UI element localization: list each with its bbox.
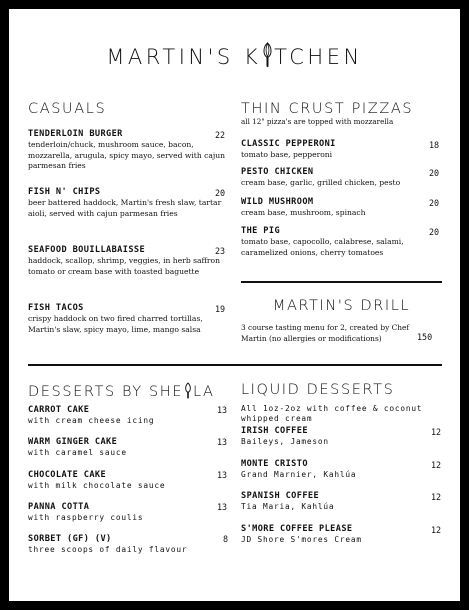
item-description: haddock, scallop, shrimp, veggies, in herb saffron tomato or cream base with toasted baguette <box>28 256 221 276</box>
drill-description: 3 course tasting menu for 2, created by Chef Martin (no allergies or modifications) <box>241 323 410 343</box>
item-description: crispy haddock on two fired charred tortillas, Martin's slaw, spicy mayo, lime, mango salsa <box>28 314 203 334</box>
menu-item-the-pig <box>241 226 429 258</box>
item-price: 20 <box>215 188 226 198</box>
item-price: 23 <box>215 246 226 256</box>
menu-item-panna-cotta <box>28 502 228 523</box>
casuals-heading: CASUALS <box>28 101 107 117</box>
liquid-desserts-heading: LIQUID DESSERTS <box>241 382 395 398</box>
item-description: with cream cheese icing <box>28 416 155 425</box>
menu-item-irish-coffee <box>241 426 431 447</box>
item-name: CARROT CAKE <box>28 405 90 415</box>
menu-item-fish-tacos <box>28 303 228 335</box>
item-price: 13 <box>217 405 228 415</box>
item-description: three scoops of daily flavour <box>28 545 188 554</box>
item-name: PESTO CHICKEN <box>241 167 314 177</box>
item-description: Grand Marnier, Kahlúa <box>241 470 357 479</box>
item-description: with milk chocolate sauce <box>28 481 166 490</box>
menu-item-sorbet <box>28 534 238 555</box>
section-divider <box>28 364 442 366</box>
item-name: SEAFOOD BOUILLABAISSE <box>28 245 146 255</box>
item-name: S'MORE COFFEE PLEASE <box>241 524 353 534</box>
item-description: JD Shore S'mores Cream <box>241 535 362 544</box>
desserts-heading <box>28 382 215 403</box>
restaurant-title <box>9 42 460 73</box>
drill-price: 150 <box>417 332 433 342</box>
menu-item-fish-n-chips <box>28 187 228 219</box>
menu-item-tenderloin-burger <box>28 129 228 172</box>
item-name: SORBET (GF) (V) <box>28 534 112 544</box>
item-description: tomato base, pepperoni <box>241 150 333 159</box>
item-name: CLASSIC PEPPERONI <box>241 139 336 149</box>
item-description: Baileys, Jameson <box>241 437 329 446</box>
item-price: 12 <box>431 427 442 437</box>
menu-item-classic-pepperoni <box>241 139 431 161</box>
item-price: 18 <box>429 140 440 150</box>
item-name: WARM GINGER CAKE <box>28 437 118 447</box>
item-description: cream base, mushroom, spinach <box>241 208 366 217</box>
divider-line <box>241 281 442 283</box>
item-name: CHOCOLATE CAKE <box>28 470 107 480</box>
item-description: tomato base, capocollo, calabrese, salami, caramelized onions, cherry tomatoes <box>241 237 404 257</box>
item-name: SPANISH COFFEE <box>241 491 320 501</box>
pizzas-subtitle: all 12" pizza's are topped with mozzarella <box>241 117 394 126</box>
item-price: 22 <box>215 130 226 140</box>
pizzas-heading: THIN CRUST PIZZAS <box>241 101 414 117</box>
liquid-desserts-subtitle: All 1oz-2oz with coffee & coconut whipped cream <box>241 404 423 423</box>
menu-item-warm-ginger-cake <box>28 437 228 458</box>
item-price: 13 <box>217 470 228 480</box>
item-price: 20 <box>429 198 440 208</box>
item-price: 12 <box>431 525 442 535</box>
menu-page <box>9 9 460 601</box>
item-name: TENDERLOIN BURGER <box>28 129 123 139</box>
item-price: 12 <box>431 460 442 470</box>
menu-item-chocolate-cake <box>28 470 228 491</box>
item-name: IRISH COFFEE <box>241 426 308 436</box>
item-price: 12 <box>431 492 442 502</box>
item-name: PANNA COTTA <box>28 502 90 512</box>
item-name: WILD MUSHROOM <box>241 197 314 207</box>
drill-heading: MARTIN'S DRILL <box>272 298 411 314</box>
item-description: with raspberry coulis <box>28 513 144 522</box>
desserts-heading-end: LA <box>193 384 215 400</box>
menu-item-smore-coffee <box>241 524 431 545</box>
item-name: FISH N' CHIPS <box>28 187 101 197</box>
item-price: 20 <box>429 227 440 237</box>
menu-item-pesto-chicken <box>241 167 431 189</box>
menu-item-wild-mushroom <box>241 197 431 219</box>
item-price: 8 <box>223 534 229 544</box>
item-price: 19 <box>215 304 226 314</box>
item-price: 13 <box>217 502 228 512</box>
title-text-start: MARTIN'S K <box>106 45 262 69</box>
menu-item-spanish-coffee <box>241 491 431 512</box>
item-description: cream base, garlic, grilled chicken, pesto <box>241 178 401 187</box>
item-price: 13 <box>217 437 228 447</box>
item-description: beer battered haddock, Martin's fresh slaw, tartar aioli, served with cajun parmesan fries <box>28 198 222 218</box>
item-name: THE PIG <box>241 226 281 236</box>
item-name: FISH TACOS <box>28 303 84 313</box>
whisk-icon <box>184 382 192 403</box>
desserts-heading-start: DESSERTS BY SHE <box>28 384 184 400</box>
title-text-end: TCHEN <box>274 45 363 69</box>
item-price: 20 <box>429 168 440 178</box>
item-description: with caramel sauce <box>28 448 127 457</box>
item-description: tenderloin/chuck, mushroom sauce, bacon, mozzarella, arugula, spicy mayo, served with cajun parmesan fries <box>28 140 226 170</box>
item-description: Tia Maria, Kahlúa <box>241 502 335 511</box>
whisk-icon <box>262 42 273 73</box>
menu-item-carrot-cake <box>28 405 228 426</box>
menu-item-seafood-bouillabaisse <box>28 245 228 277</box>
menu-item-monte-cristo <box>241 459 431 480</box>
item-name: MONTE CRISTO <box>241 459 308 469</box>
